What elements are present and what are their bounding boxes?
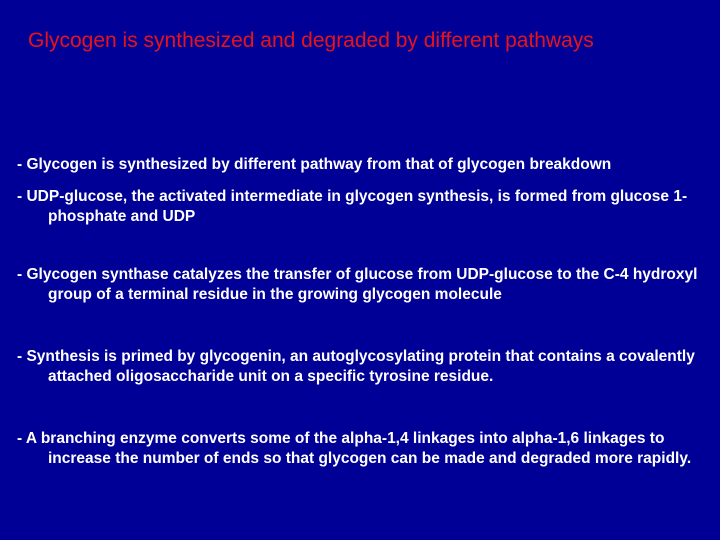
bullet-item: - Glycogen is synthesized by different pathway from that of glycogen breakdown bbox=[17, 156, 612, 173]
bullet-item: - A branching enzyme converts some of the alpha-1,4 linkages into alpha-1,6 linkages to increase the number of ends so that glycogen can be made and degraded more rapidly. bbox=[17, 430, 692, 467]
bullet-item: - Glycogen synthase catalyzes the transfer of glucose from UDP-glucose to the C-4 hydroxyl group of a terminal residue in the growing glycogen molecule bbox=[17, 266, 698, 303]
bullet-item: - Synthesis is primed by glycogenin, an autoglycosylating protein that contains a covalently attached oligosaccharide unit on a specific tyrosine residue. bbox=[17, 348, 695, 385]
slide-title: Glycogen is synthesized and degraded by different pathways bbox=[28, 29, 594, 52]
bullet-item: - UDP-glucose, the activated intermediate in glycogen synthesis, is formed from glucose 1-phosphate and UDP bbox=[17, 188, 688, 225]
